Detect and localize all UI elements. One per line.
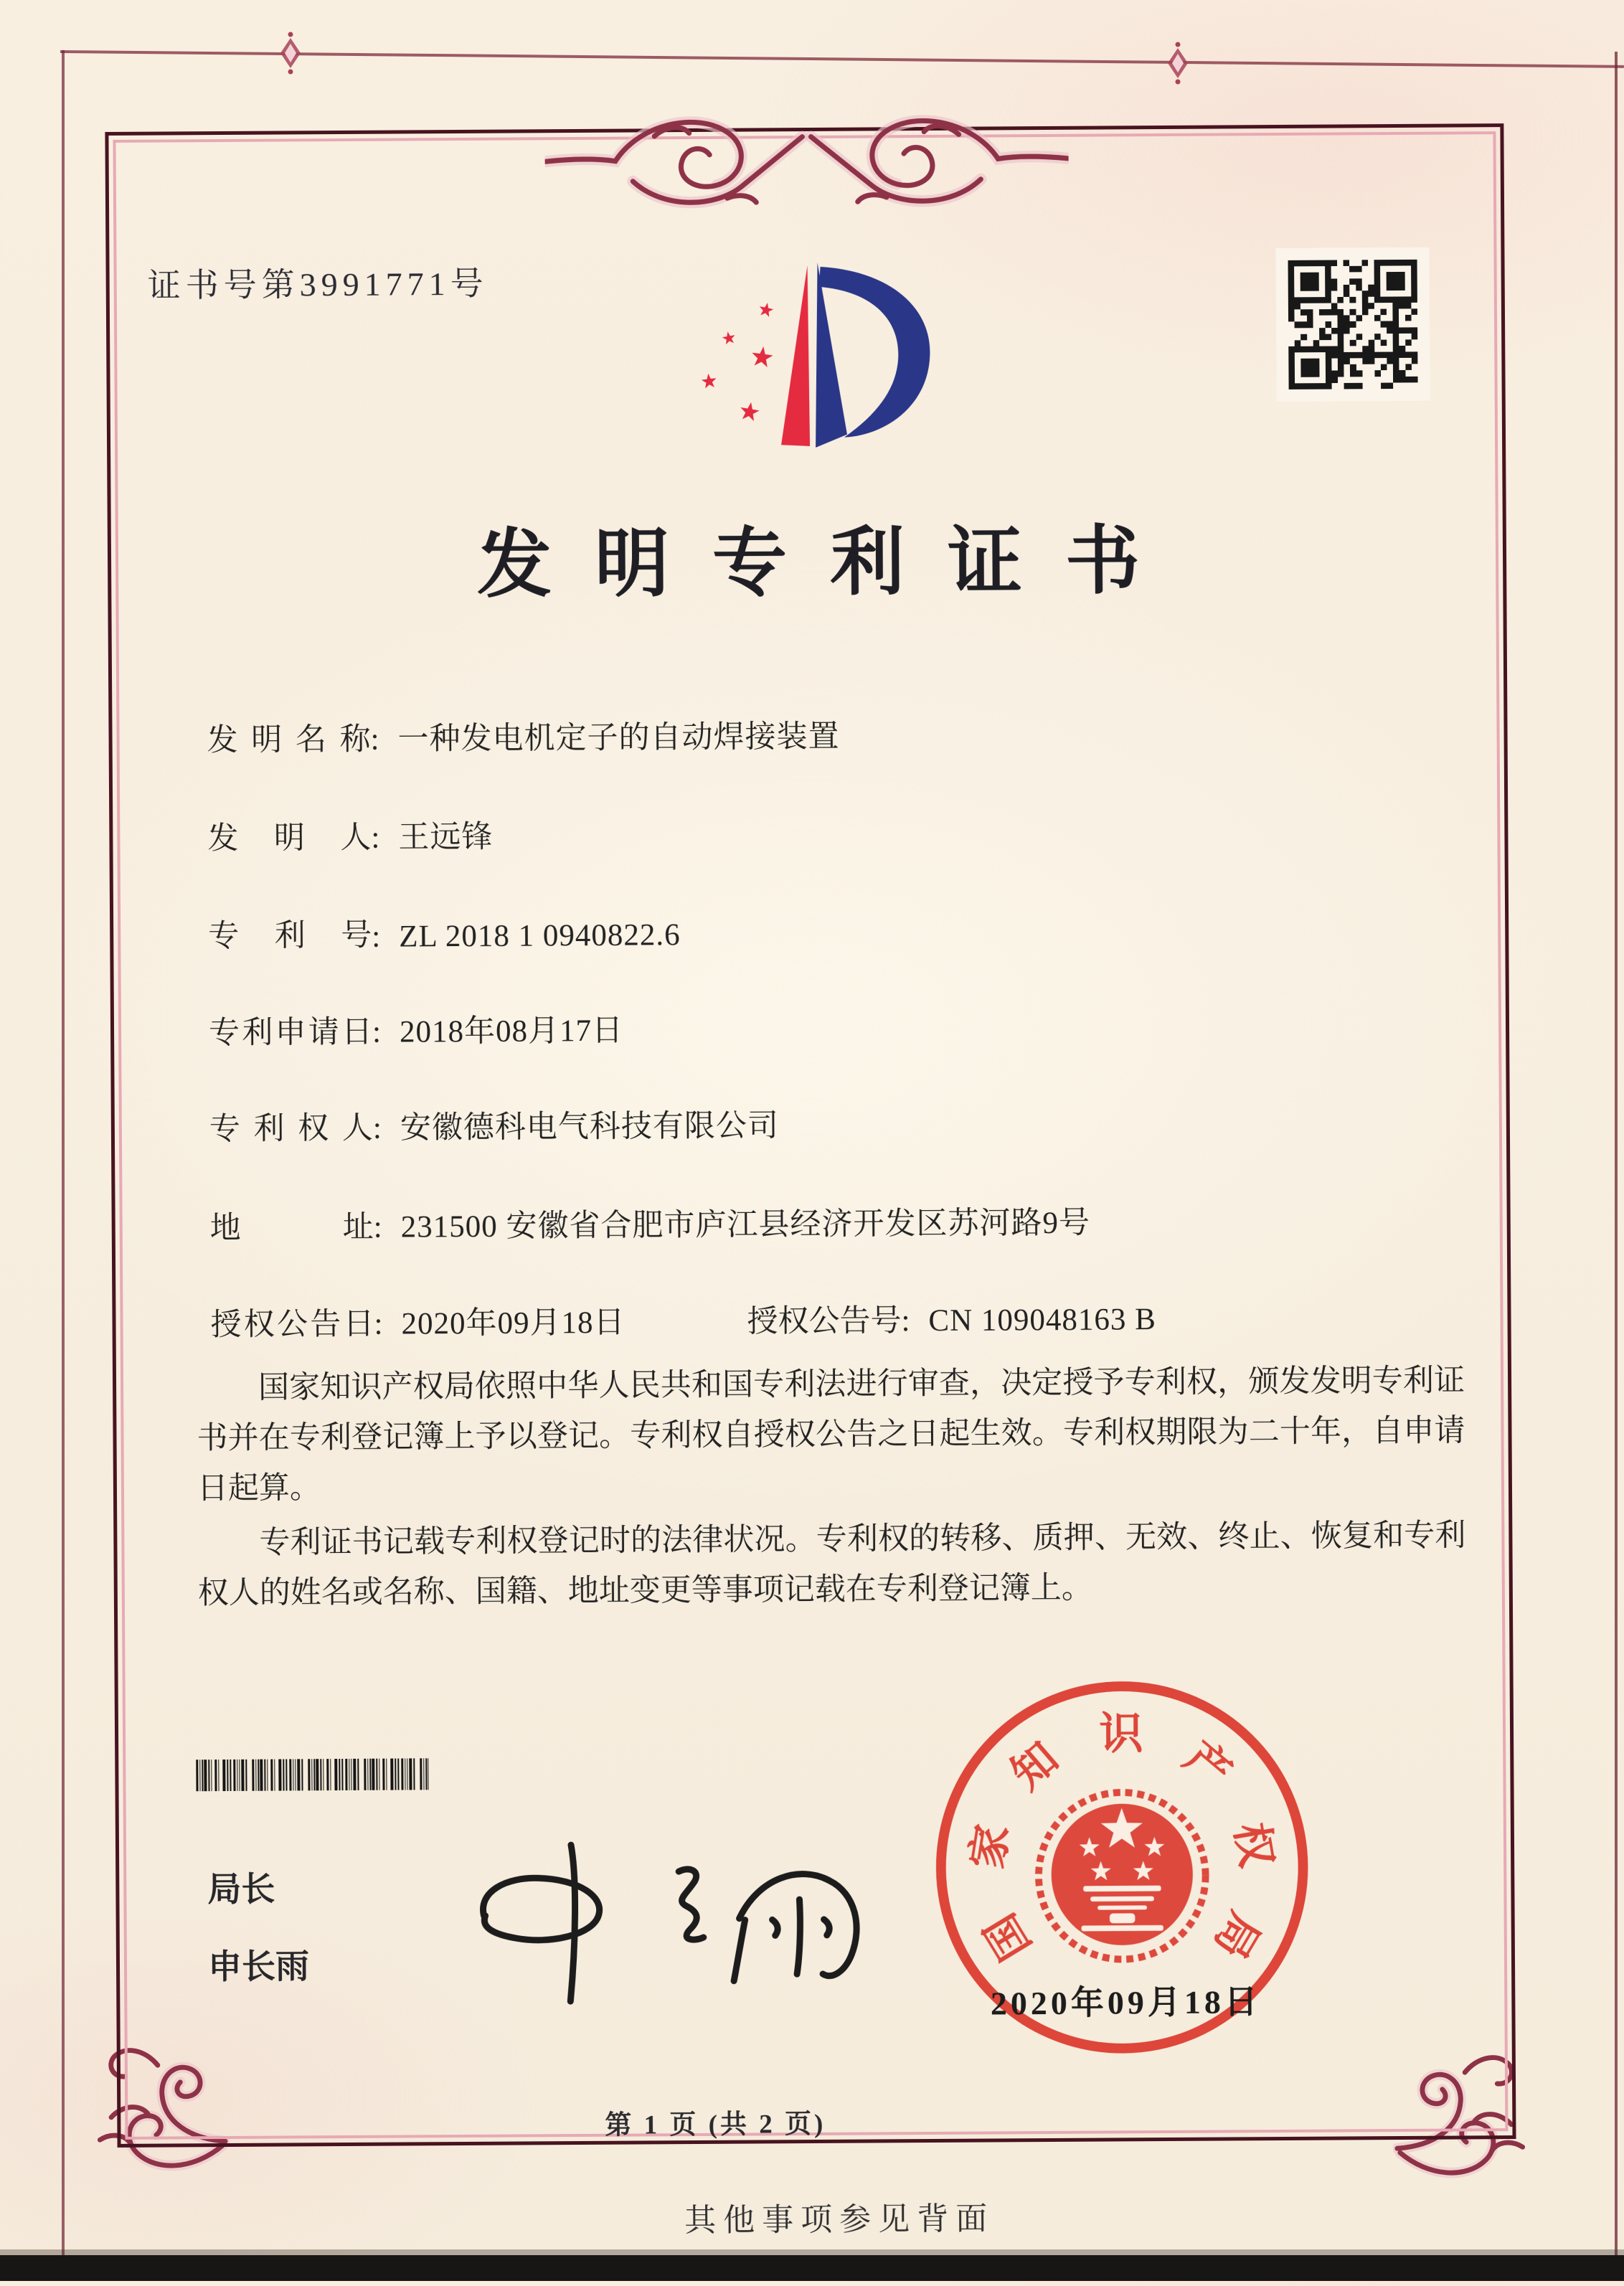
field-row-grant xyxy=(210,1295,1156,1344)
cnipa-patent-logo-icon xyxy=(665,220,975,460)
field-colon: : xyxy=(372,1015,382,1049)
field-label: 授权公告日 xyxy=(210,1307,374,1343)
field-colon: : xyxy=(373,1210,382,1244)
field-value: CN 109048163 B xyxy=(928,1303,1157,1338)
handwritten-signature xyxy=(463,1833,909,2011)
field-row-patent-number xyxy=(208,909,681,955)
legal-paragraph: 国家知识产权局依照中华人民共和国专利法进行审查，决定授予专利权，颁发发明专利证书并在专利登记簿上予以登记。专利权自授权公告之日起生效。专利权期限为二十年，自申请日起算。 xyxy=(197,1364,1465,1506)
field-label: 发明人 xyxy=(207,821,372,856)
field-value: 王远锋 xyxy=(398,820,494,855)
field-value: ZL 2018 1 0940822.6 xyxy=(399,918,681,954)
field-row-filing-date xyxy=(209,1006,623,1053)
field-colon: : xyxy=(370,722,379,757)
field-colon: : xyxy=(371,821,380,855)
field-value: 2018年08月17日 xyxy=(399,1014,624,1049)
field-value: 2020年09月18日 xyxy=(401,1305,625,1341)
field-label: 地址 xyxy=(209,1210,374,1246)
qr-code-icon xyxy=(1275,247,1430,402)
svg-text:识: 识 xyxy=(1099,1710,1143,1759)
national-emblem xyxy=(1038,1792,1206,1960)
certificate-title: 发明专利证书 xyxy=(476,519,1184,607)
svg-text:产: 产 xyxy=(1175,1733,1240,1798)
field-label: 专利申请日 xyxy=(208,1015,373,1051)
field-label: 专利号 xyxy=(208,918,372,954)
flourish-ornament-icon xyxy=(544,89,1069,230)
back-side-note: 其他事项参见背面 xyxy=(684,2201,995,2239)
field-label: 专利权人 xyxy=(209,1111,374,1147)
seal-date: 2020年09月18日 xyxy=(990,1983,1262,2022)
field-value: 一种发电机定子的自动焊接装置 xyxy=(397,719,840,757)
svg-text:局: 局 xyxy=(1204,1904,1268,1967)
svg-text:知: 知 xyxy=(1003,1734,1068,1800)
field-row-invention-name xyxy=(207,712,839,760)
field-row-patentee xyxy=(209,1101,779,1148)
field-row-address xyxy=(210,1199,1091,1247)
field-colon: : xyxy=(372,1111,382,1146)
page-number: 第 1 页 (共 2 页) xyxy=(605,2109,826,2140)
field-colon: : xyxy=(901,1304,910,1338)
field-value: 231500 安徽省合肥市庐江县经济开发区苏河路9号 xyxy=(400,1206,1091,1244)
field-label-grant-number: 授权公告号 xyxy=(747,1304,902,1339)
legal-paragraph: 专利证书记载专利权登记时的法律状况。专利权的转移、质押、无效、终止、恢复和专利权人的姓名或名称、国籍、地址变更等事项记载在专利登记簿上。 xyxy=(197,1519,1466,1611)
field-row-inventor xyxy=(207,813,493,858)
svg-text:家: 家 xyxy=(963,1821,1019,1872)
field-colon: : xyxy=(372,920,381,954)
barcode-icon xyxy=(196,1758,428,1791)
officer-title: 局长 xyxy=(207,1871,275,1909)
certificate-number: 证书号第3991771号 xyxy=(147,265,488,304)
field-value: 安徽德科电气科技有限公司 xyxy=(400,1109,779,1146)
officer-name: 申长雨 xyxy=(207,1948,310,1987)
legal-text-block xyxy=(197,1356,1466,1623)
field-label: 发明名称 xyxy=(207,722,371,758)
field-colon: : xyxy=(374,1307,383,1341)
svg-text:权: 权 xyxy=(1225,1819,1280,1871)
svg-text:国: 国 xyxy=(976,1905,1041,1968)
